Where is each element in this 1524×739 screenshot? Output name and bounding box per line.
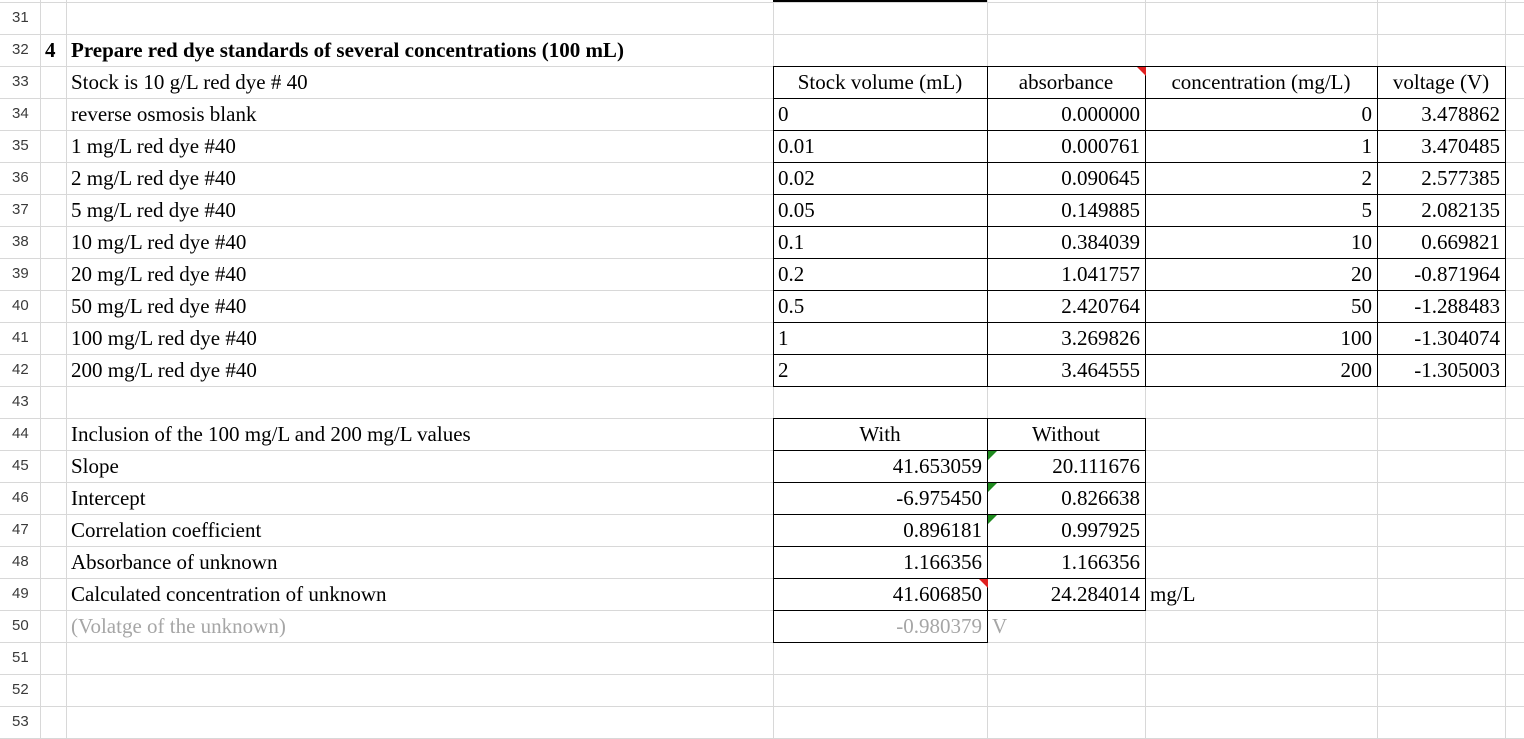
row-header[interactable]: 53: [12, 713, 29, 730]
stock-volume-cell[interactable]: 0.2: [778, 262, 805, 286]
with-value-cell[interactable]: 41.606850: [892, 582, 982, 606]
cell-border: [773, 450, 1145, 451]
absorbance-cell[interactable]: 0.090645: [1061, 166, 1140, 190]
without-value-cell[interactable]: 0.997925: [1061, 518, 1140, 542]
row-header[interactable]: 42: [12, 361, 29, 378]
regression-label[interactable]: Correlation coefficient: [71, 518, 262, 542]
cell-border: [1145, 418, 1146, 611]
voltage-cell[interactable]: 0.669821: [1421, 230, 1500, 254]
cell-border: [773, 226, 1505, 227]
row-header[interactable]: 45: [12, 457, 29, 474]
voltage-cell[interactable]: 3.470485: [1421, 134, 1500, 158]
cell-border: [773, 258, 1505, 259]
cell-border: [773, 610, 774, 643]
row-header[interactable]: 36: [12, 169, 29, 186]
regression-label[interactable]: Intercept: [71, 486, 146, 510]
standard-label[interactable]: 5 mg/L red dye #40: [71, 198, 236, 222]
without-value-cell[interactable]: 1.166356: [1061, 550, 1140, 574]
cell-border: [773, 418, 774, 611]
cell-border: [773, 194, 1505, 195]
cell-border: [773, 66, 774, 387]
row-header[interactable]: 38: [12, 233, 29, 250]
concentration-cell[interactable]: 0: [1361, 102, 1372, 126]
absorbance-cell[interactable]: 3.464555: [1061, 358, 1140, 382]
row-header[interactable]: 50: [12, 617, 29, 634]
regression-label[interactable]: Slope: [71, 454, 119, 478]
standard-label[interactable]: 2 mg/L red dye #40: [71, 166, 236, 190]
absorbance-cell[interactable]: 3.269826: [1061, 326, 1140, 350]
cell-border: [1377, 66, 1378, 387]
step-number[interactable]: 4: [45, 38, 56, 62]
standard-label[interactable]: reverse osmosis blank: [71, 102, 257, 126]
standards-header-3[interactable]: voltage (V): [1392, 70, 1490, 94]
stock-volume-cell[interactable]: 2: [778, 358, 789, 382]
concentration-cell[interactable]: 50: [1351, 294, 1372, 318]
voltage-cell[interactable]: 2.577385: [1421, 166, 1500, 190]
comment-indicator-icon[interactable]: [1137, 67, 1146, 76]
gridline: [0, 706, 1524, 707]
row-header[interactable]: 48: [12, 553, 29, 570]
step-title[interactable]: Prepare red dye standards of several concentrations (100 mL): [71, 38, 624, 62]
row-header[interactable]: 43: [12, 393, 29, 410]
cell-border: [773, 98, 1505, 99]
gridline: [40, 0, 41, 738]
cell-border: [1145, 66, 1146, 387]
row-header[interactable]: 49: [12, 585, 29, 602]
row-header[interactable]: 51: [12, 649, 29, 666]
stock-note[interactable]: Stock is 10 g/L red dye # 40: [71, 70, 308, 94]
row-header[interactable]: 35: [12, 137, 29, 154]
row-header[interactable]: 34: [12, 105, 29, 122]
row-header[interactable]: 39: [12, 265, 29, 282]
stock-volume-cell[interactable]: 0.05: [778, 198, 815, 222]
with-value-cell[interactable]: 1.166356: [903, 550, 982, 574]
standard-label[interactable]: 20 mg/L red dye #40: [71, 262, 247, 286]
concentration-cell[interactable]: 5: [1361, 198, 1372, 222]
cell-border: [773, 482, 1145, 483]
row-header[interactable]: 52: [12, 681, 29, 698]
without-value-cell[interactable]: 0.826638: [1061, 486, 1140, 510]
standards-header-2[interactable]: concentration (mg/L): [1171, 70, 1351, 94]
voltage-cell[interactable]: -1.305003: [1414, 358, 1500, 382]
with-value-cell[interactable]: -6.975450: [896, 486, 982, 510]
absorbance-cell[interactable]: 2.420764: [1061, 294, 1140, 318]
row-header[interactable]: 33: [12, 73, 29, 90]
row-header[interactable]: 31: [12, 9, 29, 26]
cell-border: [987, 610, 988, 643]
concentration-cell[interactable]: 1: [1361, 134, 1372, 158]
without-value-cell[interactable]: 20.111676: [1052, 454, 1140, 478]
cell-border: [773, 578, 1145, 579]
voltage-cell[interactable]: 3.478862: [1421, 102, 1500, 126]
cell-border: [773, 514, 1145, 515]
error-indicator-icon[interactable]: [988, 483, 997, 492]
cell-border: [773, 642, 987, 643]
cell-border: [773, 130, 1505, 131]
row-header[interactable]: 47: [12, 521, 29, 538]
standard-label[interactable]: 100 mg/L red dye #40: [71, 326, 257, 350]
regression-label[interactable]: Calculated concentration of unknown: [71, 582, 387, 606]
stock-volume-cell[interactable]: 0: [778, 102, 789, 126]
absorbance-cell[interactable]: 0.149885: [1061, 198, 1140, 222]
standard-label[interactable]: 50 mg/L red dye #40: [71, 294, 247, 318]
voltage-cell[interactable]: -1.288483: [1414, 294, 1500, 318]
row-header[interactable]: 46: [12, 489, 29, 506]
row-header[interactable]: 32: [12, 41, 29, 58]
standards-header-0[interactable]: Stock volume (mL): [797, 70, 963, 94]
comment-indicator-icon[interactable]: [979, 579, 988, 588]
gridline: [0, 674, 1524, 675]
concentration-cell[interactable]: 2: [1361, 166, 1372, 190]
cell-border: [773, 546, 1145, 547]
concentration-cell[interactable]: 100: [1340, 326, 1372, 350]
cell-border: [773, 290, 1505, 291]
cell-border: [773, 386, 1505, 387]
cell-border: [773, 162, 1505, 163]
with-value-cell[interactable]: 0.896181: [903, 518, 982, 542]
stock-volume-cell[interactable]: 0.02: [778, 166, 815, 190]
concentration-cell[interactable]: 10: [1351, 230, 1372, 254]
row-header[interactable]: 41: [12, 329, 29, 346]
without-value-cell[interactable]: 24.284014: [1050, 582, 1140, 606]
standard-label[interactable]: 10 mg/L red dye #40: [71, 230, 247, 254]
cell-border: [773, 0, 987, 2]
cell-border: [987, 66, 988, 387]
voltage-cell[interactable]: -1.304074: [1414, 326, 1500, 350]
standard-label[interactable]: 1 mg/L red dye #40: [71, 134, 236, 158]
row-header[interactable]: 40: [12, 297, 29, 314]
regression-label[interactable]: Absorbance of unknown: [71, 550, 278, 574]
absorbance-cell[interactable]: 0.000000: [1061, 102, 1140, 126]
absorbance-cell[interactable]: 1.041757: [1061, 262, 1140, 286]
voltage-unknown-value[interactable]: -0.980379: [896, 614, 982, 638]
stock-volume-cell[interactable]: 1: [778, 326, 789, 350]
gridline: [0, 2, 1524, 3]
concentration-cell[interactable]: 20: [1351, 262, 1372, 286]
voltage-unknown-label[interactable]: (Volatge of the unknown): [71, 614, 286, 638]
cell-border: [1505, 66, 1506, 387]
unit-label[interactable]: mg/L: [1150, 582, 1196, 606]
concentration-cell[interactable]: 200: [1340, 358, 1372, 382]
absorbance-cell[interactable]: 0.384039: [1061, 230, 1140, 254]
regression-title[interactable]: Inclusion of the 100 mg/L and 200 mg/L values: [71, 422, 471, 446]
absorbance-cell[interactable]: 0.000761: [1061, 134, 1140, 158]
row-header[interactable]: 37: [12, 201, 29, 218]
stock-volume-cell[interactable]: 0.01: [778, 134, 815, 158]
cell-border: [773, 322, 1505, 323]
cell-border: [773, 610, 1145, 611]
voltage-cell[interactable]: -0.871964: [1414, 262, 1500, 286]
error-indicator-icon[interactable]: [988, 451, 997, 460]
gridline: [0, 642, 1524, 643]
cell-border: [773, 418, 1145, 419]
stock-volume-cell[interactable]: 0.5: [778, 294, 805, 318]
col-with-header[interactable]: With: [859, 422, 901, 446]
with-value-cell[interactable]: 41.653059: [892, 454, 982, 478]
standards-header-1[interactable]: absorbance: [1018, 70, 1114, 94]
error-indicator-icon[interactable]: [988, 515, 997, 524]
standard-label[interactable]: 200 mg/L red dye #40: [71, 358, 257, 382]
col-without-header[interactable]: Without: [1032, 422, 1100, 446]
stock-volume-cell[interactable]: 0.1: [778, 230, 805, 254]
row-header[interactable]: 44: [12, 425, 29, 442]
voltage-cell[interactable]: 2.082135: [1421, 198, 1500, 222]
voltage-unknown-unit[interactable]: V: [992, 614, 1008, 638]
cell-border: [773, 354, 1505, 355]
